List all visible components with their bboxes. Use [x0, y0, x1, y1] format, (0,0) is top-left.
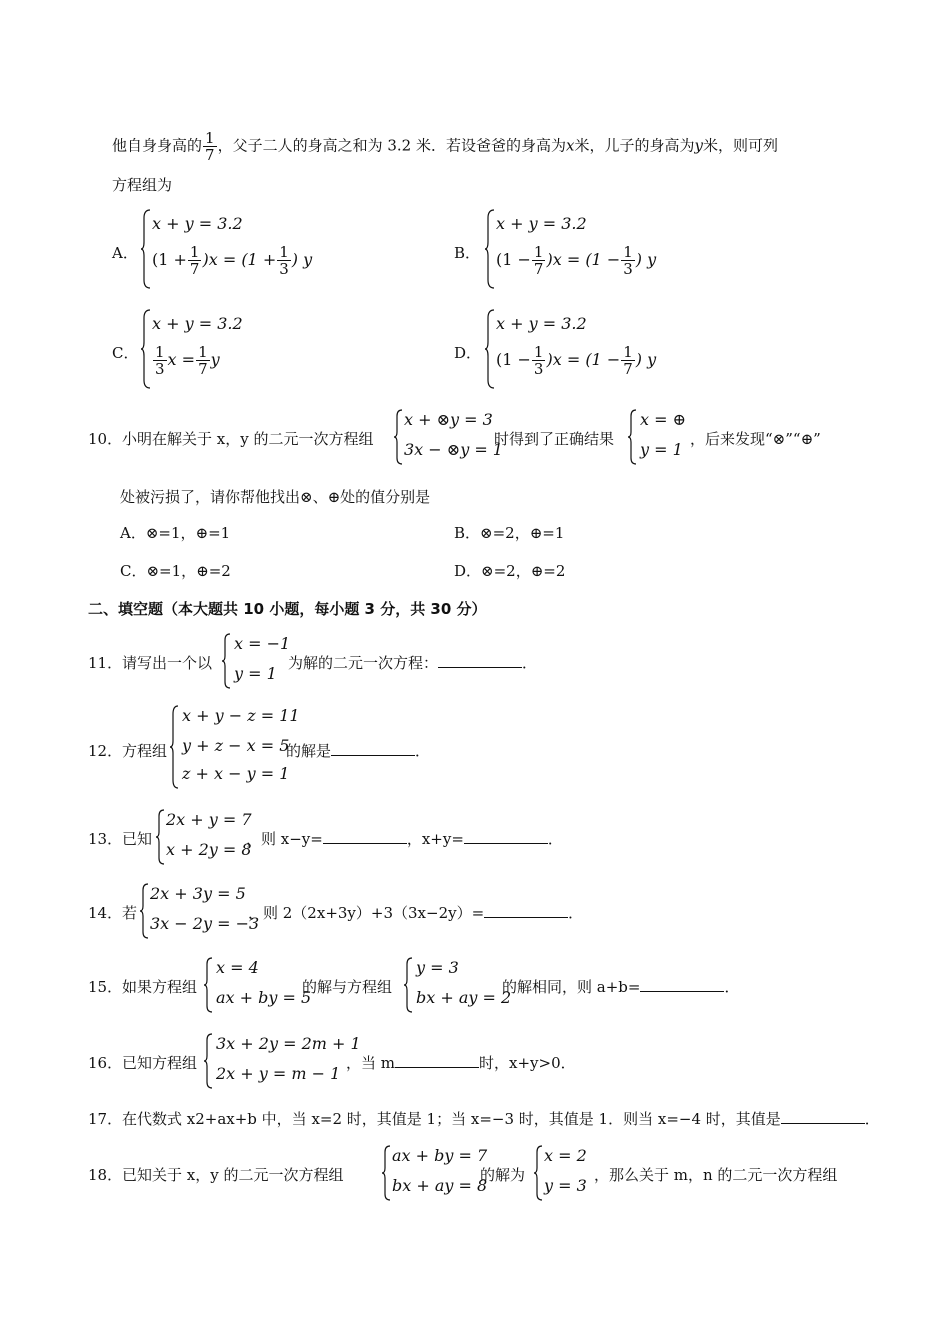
q10-text-a: 小明在解关于 x，y 的二元一次方程组 — [122, 430, 374, 448]
q13-number: 13． — [88, 830, 123, 848]
equation-1: 3x + 2y = 2m + 1 — [216, 1034, 361, 1053]
frac-den: 7 — [623, 360, 633, 378]
q9-option-c-label: C． — [112, 344, 139, 362]
answer-blank[interactable] — [484, 903, 568, 918]
q10-number: 10． — [88, 430, 123, 448]
eq-part: )x = (1 + — [202, 250, 277, 269]
frac-num: 1 — [155, 343, 165, 361]
period: ． — [864, 1110, 880, 1128]
solution-y: y = 1 — [640, 440, 683, 459]
q10-text-b: 时得到了正确结果 — [494, 430, 615, 448]
equation-3: z + x − y = 1 — [182, 764, 290, 783]
q15-mid: 的解与方程组 — [302, 978, 393, 996]
q13-post-text-1: ，则 x−y= — [246, 830, 323, 848]
q9-intro-text-b: ，父子二人的身高之和为 3.2 米．若设爸爸的身高为 — [217, 136, 566, 155]
q11-number: 11． — [88, 654, 123, 672]
equation-2: 3x − 2y = −3 — [150, 914, 260, 933]
q16-post — [346, 1052, 576, 1073]
q9-intro-text-c: 米，儿子的身高为 — [574, 136, 695, 155]
frac-den: 7 — [198, 360, 208, 378]
eq-part: (1 − — [496, 250, 531, 269]
q18-post: ，那么关于 m，n 的二元一次方程组 — [594, 1166, 838, 1184]
brace-icon — [484, 308, 496, 390]
frac-num: 1 — [533, 243, 544, 261]
brace-icon — [484, 208, 496, 290]
q15-system-1 — [204, 956, 312, 1014]
q12-system — [170, 704, 300, 790]
equation-2: y = 1 — [234, 664, 277, 683]
q16-end-text: 时，x+y>0． — [479, 1054, 576, 1072]
brace-icon — [140, 308, 152, 390]
q9-option-b-label: B． — [454, 244, 481, 262]
answer-blank[interactable] — [781, 1109, 865, 1124]
eq-part: )x = (1 − — [546, 250, 621, 269]
q9-intro-text-d: 米，则可列 — [702, 136, 778, 155]
brace-icon — [140, 882, 150, 940]
q14-system — [140, 882, 260, 940]
eq-part: (1 + — [152, 250, 187, 269]
q11-pre: 请写出一个以 — [122, 654, 213, 672]
equation-2: 3x − ⊗y = 1 — [404, 440, 503, 459]
q10-option-b[interactable]: B．⊗=2，⊕=1 — [454, 524, 565, 542]
q10-option-d[interactable]: D．⊗=2，⊕=2 — [454, 562, 566, 580]
q11-system — [222, 632, 292, 690]
equation-2: 2x + y = m − 1 — [216, 1064, 341, 1083]
answer-blank[interactable] — [438, 653, 522, 668]
q17-number: 17． — [88, 1110, 123, 1128]
eq-part: )x = (1 − — [546, 350, 621, 369]
q15-post — [502, 976, 739, 997]
q18-mid: 的解为 — [480, 1166, 526, 1184]
q17-text — [122, 1108, 880, 1129]
equation-2 — [152, 244, 312, 277]
q11-post-text: 为解的二元一次方程： — [288, 654, 439, 672]
answer-blank[interactable] — [331, 741, 415, 756]
q14-number: 14． — [88, 904, 123, 922]
q11-post — [288, 652, 537, 673]
q16-pre: 已知方程组 — [122, 1054, 198, 1072]
equation-1: 2x + 3y = 5 — [150, 884, 246, 903]
brace-icon — [628, 408, 638, 466]
q15-pre: 如果方程组 — [122, 978, 198, 996]
answer-blank[interactable] — [395, 1053, 479, 1068]
eq-part: ) y — [291, 250, 313, 269]
q12-number: 12． — [88, 742, 123, 760]
q16-system — [204, 1032, 361, 1090]
period: ． — [724, 978, 740, 996]
equation-2 — [496, 244, 656, 277]
q9-option-a-system[interactable] — [140, 208, 340, 290]
q10-option-a[interactable]: A．⊗=1，⊕=1 — [120, 524, 231, 542]
equation-2: x + 2y = 8 — [166, 840, 252, 859]
var-y: y — [694, 136, 703, 155]
q9-option-d-label: D． — [454, 344, 482, 362]
answer-blank[interactable] — [640, 977, 724, 992]
q9-option-c-system[interactable] — [140, 308, 340, 390]
q9-option-b-system[interactable] — [484, 208, 684, 290]
frac-num: 1 — [205, 129, 215, 147]
period: ． — [568, 904, 584, 922]
var-x: x — [565, 136, 575, 155]
period: ． — [522, 654, 538, 672]
q13-pre: 已知 — [122, 830, 153, 848]
frac-num: 1 — [198, 343, 208, 361]
frac-num: 1 — [533, 343, 544, 361]
q18-system — [382, 1144, 488, 1202]
answer-blank-1[interactable] — [323, 829, 407, 844]
q18-solution — [534, 1144, 594, 1202]
brace-icon — [382, 1144, 392, 1202]
q18-number: 18． — [88, 1166, 123, 1184]
equation-1: x + y = 3.2 — [152, 314, 243, 333]
frac-num: 1 — [189, 243, 200, 261]
q12-pre: 方程组 — [122, 742, 168, 760]
q17-text-body: 在代数式 x2+ax+b 中，当 x=2 时，其值是 1；当 x=−3 时，其值是 1．则当 x=−4 时，其值是 — [122, 1110, 781, 1128]
q13-post — [246, 828, 563, 849]
eq-part: ) y — [635, 250, 657, 269]
equation-1: x + y = 3.2 — [496, 214, 587, 233]
q16-number: 16． — [88, 1054, 123, 1072]
q16-post-text: ，当 m — [346, 1054, 395, 1072]
equation-2 — [496, 344, 656, 377]
q10-option-c[interactable]: C．⊗=1，⊕=2 — [120, 562, 231, 580]
brace-icon — [534, 1144, 544, 1202]
q15-post-text: 的解相同，则 a+b= — [502, 978, 641, 996]
equation-1: x + y − z = 11 — [182, 706, 300, 725]
q9-intro-text-a: 他自身身高的 — [112, 136, 203, 155]
q9-intro-line1 — [112, 130, 778, 163]
q14-post-text: ，则 2（2x+3y）+3（3x−2y）= — [248, 904, 485, 922]
frac-num: 1 — [279, 243, 289, 261]
frac-den: 3 — [533, 360, 544, 378]
equation-1: x = −1 — [234, 634, 291, 653]
equation-1: x + y = 3.2 — [496, 314, 587, 333]
equation-2: bx + ay = 2 — [416, 988, 512, 1007]
equation-1: x = 4 — [216, 958, 259, 977]
q15-system-2 — [404, 956, 512, 1014]
q14-post — [248, 902, 583, 923]
brace-icon — [222, 632, 232, 690]
solution-x: x = 2 — [544, 1146, 587, 1165]
q15-number: 15． — [88, 978, 123, 996]
period: ． — [547, 830, 563, 848]
equation-2: y + z − x = 5 — [182, 736, 290, 755]
q10-line2: 处被污损了，请你帮他找出⊗、⊕处的值分别是 — [120, 488, 431, 506]
equation-2 — [152, 344, 220, 377]
brace-icon — [170, 704, 180, 790]
equation-2: ax + by = 5 — [216, 988, 312, 1007]
q10-text-c: ，后来发现“⊗”“⊕” — [690, 430, 821, 448]
equation-1: y = 3 — [416, 958, 459, 977]
frac-den: 3 — [155, 360, 165, 378]
period: ． — [415, 742, 431, 760]
eq-part: x = — [167, 350, 196, 369]
equation-1: 2x + y = 7 — [166, 810, 252, 829]
frac-den: 3 — [623, 260, 633, 278]
q14-pre: 若 — [122, 904, 138, 922]
q12-post — [286, 740, 430, 761]
equation-2: bx + ay = 8 — [392, 1176, 488, 1195]
q9-intro-line2: 方程组为 — [112, 176, 173, 194]
brace-icon — [156, 808, 166, 866]
section-heading: 二、填空题（本大题共 10 小题，每小题 3 分，共 30 分） — [88, 600, 487, 618]
q9-option-d-system[interactable] — [484, 308, 684, 390]
frac-den: 7 — [533, 260, 544, 278]
equation-1: x + y = 3.2 — [152, 214, 243, 233]
q10-solution — [628, 408, 698, 466]
answer-blank-2[interactable] — [464, 829, 548, 844]
brace-icon — [140, 208, 152, 290]
brace-icon — [204, 1032, 214, 1090]
q9-option-a-label: A． — [112, 244, 138, 262]
q10-system — [394, 408, 503, 466]
frac-num: 1 — [623, 243, 633, 261]
equation-1: ax + by = 7 — [392, 1146, 488, 1165]
solution-y: y = 3 — [544, 1176, 587, 1195]
frac-den: 7 — [189, 260, 200, 278]
q9-fraction — [203, 130, 217, 163]
q18-pre: 已知关于 x，y 的二元一次方程组 — [122, 1166, 344, 1184]
eq-part: (1 − — [496, 350, 531, 369]
brace-icon — [204, 956, 214, 1014]
solution-x: x = ⊕ — [640, 410, 687, 429]
q13-post-text-2: ，x+y= — [406, 830, 464, 848]
frac-den: 7 — [205, 146, 215, 164]
frac-num: 1 — [623, 343, 633, 361]
eq-part: ) y — [635, 350, 657, 369]
eq-part: y — [210, 350, 220, 369]
brace-icon — [404, 956, 414, 1014]
q13-system — [156, 808, 256, 866]
brace-icon — [394, 408, 404, 466]
q12-post-text: 的解是 — [286, 742, 332, 760]
frac-den: 3 — [279, 260, 289, 278]
equation-1: x + ⊗y = 3 — [404, 410, 493, 429]
